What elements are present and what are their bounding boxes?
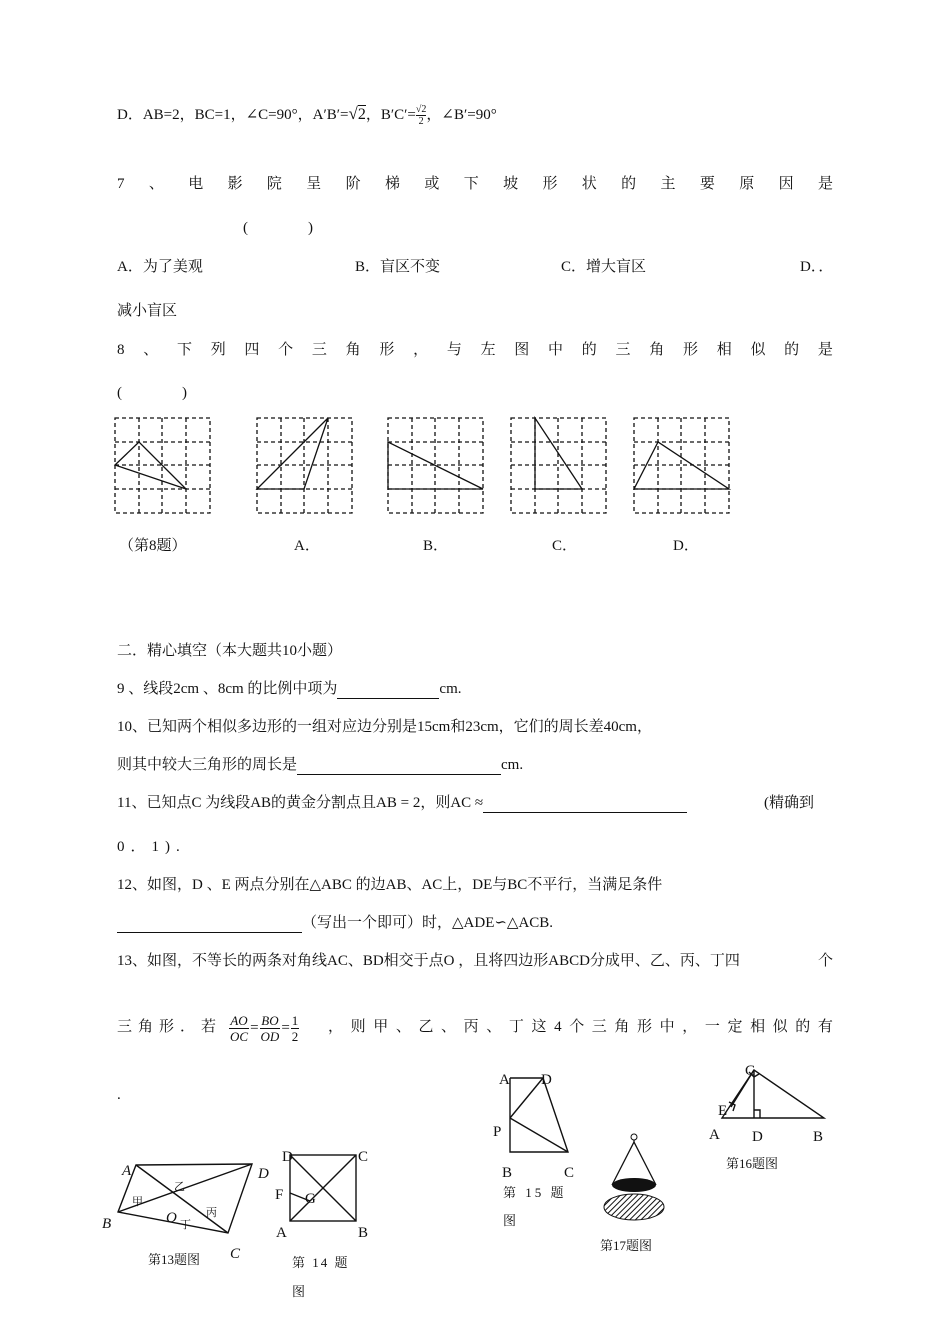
fig13-caption: 第13题图 xyxy=(148,1252,201,1267)
fig16-label-a: A xyxy=(709,1127,720,1143)
fig16-label-c: C xyxy=(745,1063,756,1079)
q6-option-d xyxy=(117,104,497,127)
stem-char: 角 xyxy=(614,1019,630,1035)
stem-char: 、 xyxy=(148,176,164,192)
stem-char: 左 xyxy=(480,342,496,358)
q13-frac-half: $\frac{1}{2}$ xyxy=(291,1013,299,1045)
stem-char: 要 xyxy=(699,176,715,192)
stem-char: 个 xyxy=(278,342,294,358)
q8-caption-a[interactable]: A． xyxy=(294,538,320,554)
fig15-label-p: P xyxy=(493,1124,502,1140)
stem-char: 梯 xyxy=(385,176,401,192)
fig13-label-bing: 丙 xyxy=(206,1207,217,1219)
stem-char: 状 xyxy=(581,176,597,192)
stem-char: 形 xyxy=(379,342,395,358)
fig13-label-o: O xyxy=(166,1210,177,1226)
figure-16 xyxy=(700,1060,835,1150)
q9-unit: cm. xyxy=(439,681,462,697)
stem-char: 、 xyxy=(395,1019,411,1035)
q12-line1: 12、如图，D 、E 两点分别在△ABC 的边AB、AC上，DE与BC不平行，当满足条件 xyxy=(117,877,663,893)
fig14-label-d: D xyxy=(282,1149,293,1165)
q10-line2 xyxy=(117,755,523,775)
fig17-light-source xyxy=(631,1134,637,1140)
stem-char: 下 xyxy=(176,342,192,358)
fig15-label-d: D xyxy=(541,1072,552,1088)
q8-grid-a xyxy=(256,417,354,515)
q8-grid-original xyxy=(114,417,212,515)
stem-char: 的 xyxy=(621,176,637,192)
stem-char: 因 xyxy=(778,176,794,192)
q7-option-d[interactable]: D．． xyxy=(800,259,834,275)
q8-grid-c xyxy=(510,417,608,515)
q6d-text1: D．AB=2，BC=1，∠C=90°，A′B′= xyxy=(117,107,349,123)
q11-answer-blank[interactable] xyxy=(483,796,687,813)
q12-line2 xyxy=(117,913,553,933)
stem-char: 相 xyxy=(716,342,732,358)
stem-char: 4 xyxy=(554,1019,562,1035)
stem-char: 丁 xyxy=(508,1019,524,1035)
stem-char: 的 xyxy=(795,1019,811,1035)
fig14-label-f: F xyxy=(275,1187,284,1203)
q13-line1: 13、如图，不等长的两条对角线AC、BD相交于点O ，且将四边形ABCD分成甲、乙、丙、丁四 xyxy=(117,953,740,969)
q11-line2: 0．1). xyxy=(117,839,186,855)
q13-line2-start: 三角形．若 xyxy=(117,1019,223,1035)
stem-char: 似 xyxy=(772,1019,788,1035)
stem-char: 三 xyxy=(591,1019,607,1035)
fig17-shadow xyxy=(604,1194,664,1220)
stem-char: ， xyxy=(413,342,429,358)
stem-char: 三 xyxy=(615,342,631,358)
sqrt-symbol: √ xyxy=(348,104,358,123)
stem-char: 一 xyxy=(704,1019,720,1035)
stem-char: 电 xyxy=(188,176,204,192)
stem-char: 的 xyxy=(784,342,800,358)
fig13-label-yi: 乙 xyxy=(174,1181,185,1193)
fig15-label-b: B xyxy=(502,1165,513,1181)
q13-frac-ao-oc: $\frac{AO}{OC}$ xyxy=(230,1013,249,1045)
q8-grid-b xyxy=(387,417,485,515)
stem-char: 中 xyxy=(548,342,564,358)
stem-char: 中 xyxy=(659,1019,675,1035)
stem-char: ， xyxy=(682,1019,698,1035)
stem-char: 或 xyxy=(424,176,440,192)
section2-title: 二．精心填空（本大题共10小题） xyxy=(117,643,343,659)
stem-char: 、 xyxy=(143,342,159,358)
fig17-caption: 第17题图 xyxy=(600,1238,653,1253)
figure-14 xyxy=(270,1145,380,1245)
q11-line1 xyxy=(117,793,687,813)
stem-char: 下 xyxy=(463,176,479,192)
q8-caption-b[interactable]: B． xyxy=(423,538,449,554)
fig16-label-d: D xyxy=(752,1129,763,1145)
fig14-label-c: C xyxy=(358,1149,369,1165)
q8-grid-d xyxy=(633,417,731,515)
q8-caption-d[interactable]: D． xyxy=(673,538,699,554)
stem-char: 乙 xyxy=(418,1019,434,1035)
q8-stem xyxy=(117,340,833,360)
q9 xyxy=(117,679,461,699)
q7-paren: ( ) xyxy=(243,220,313,236)
stem-char: 这 xyxy=(531,1019,547,1035)
q6d-fraction: $\frac{√2}{2}$ xyxy=(415,104,427,128)
stem-char: 是 xyxy=(817,342,833,358)
q13-fractions: $\frac{AO}{OC}$ = $\frac{BO}{OD}$ = $\frac{1}{2}$ xyxy=(230,1013,299,1045)
fig13-label-b: B xyxy=(102,1216,112,1232)
stem-char: 形 xyxy=(637,1019,653,1035)
stem-char: 呈 xyxy=(306,176,322,192)
stem-char: 丙 xyxy=(463,1019,479,1035)
fig16-caption: 第16题图 xyxy=(726,1156,779,1171)
figure-17 xyxy=(598,1132,678,1232)
fig15-caption-line2: 图 xyxy=(503,1213,517,1228)
q6d-text2: ，B′C′= xyxy=(365,107,416,123)
q11-text: 11、已知点C 为线段AB的黄金分割点且AB = 2，则AC ≈ xyxy=(117,795,484,811)
q10-answer-blank[interactable] xyxy=(297,758,501,775)
stem-char: 主 xyxy=(660,176,676,192)
stem-char: 原 xyxy=(739,176,755,192)
q9-text: 9 、线段2cm 、8cm 的比例中项为 xyxy=(117,681,338,697)
q10-text: 则其中较大三角形的周长是 xyxy=(117,757,298,773)
stem-char: 、 xyxy=(441,1019,457,1035)
stem-char: 图 xyxy=(514,342,530,358)
fig17-disc xyxy=(612,1178,656,1192)
fig13-label-ding: 丁 xyxy=(180,1219,191,1231)
q6d-sqrt-value: 2 xyxy=(357,106,366,123)
figure-15 xyxy=(488,1068,588,1183)
figure-13 xyxy=(100,1150,280,1265)
fig13-label-a: A xyxy=(122,1163,132,1179)
fig13-label-jia: 甲 xyxy=(132,1196,143,1208)
q11-tail: (精确到 xyxy=(764,795,814,811)
q7-option-d-text: 减小盲区 xyxy=(117,303,178,319)
stem-char: 四 xyxy=(244,342,260,358)
fig15-caption-line1: 第 15 题 xyxy=(503,1185,567,1200)
stem-char: 形 xyxy=(542,176,558,192)
stem-char: 阶 xyxy=(345,176,361,192)
stem-char: 列 xyxy=(210,342,226,358)
stem-char: 的 xyxy=(581,342,597,358)
q13-line1-end: 个 xyxy=(818,953,834,969)
fig14-label-g: G xyxy=(305,1191,316,1207)
stem-char: 坡 xyxy=(503,176,519,192)
fig13-label-c: C xyxy=(230,1246,241,1262)
q9-answer-blank[interactable] xyxy=(337,682,439,699)
q7-option-c[interactable]: C．增大盲区 xyxy=(561,259,647,275)
fig14-label-a: A xyxy=(276,1225,287,1241)
stem-char: 形 xyxy=(682,342,698,358)
q10-line1: 10、已知两个相似多边形的一组对应边分别是15cm和23cm，它们的周长差40cm， xyxy=(117,719,652,735)
q7-option-a[interactable]: A．为了美观 xyxy=(117,259,203,275)
stem-char: 院 xyxy=(266,176,282,192)
fig15-label-c: C xyxy=(564,1165,575,1181)
q7-option-b[interactable]: B．盲区不变 xyxy=(355,259,441,275)
q8-caption-c[interactable]: C． xyxy=(552,538,578,554)
stem-char: 个 xyxy=(569,1019,585,1035)
fig16-label-b: B xyxy=(813,1129,824,1145)
q6d-text3: ，∠B′=90° xyxy=(426,107,497,123)
stem-char: 角 xyxy=(345,342,361,358)
stem-char: 相 xyxy=(750,1019,766,1035)
fig14-label-b: B xyxy=(358,1225,369,1241)
stem-char: 影 xyxy=(227,176,243,192)
q8-paren: ( ) xyxy=(117,385,187,401)
fig14-caption-line1: 第 14 题 xyxy=(292,1255,350,1270)
q12-text: （写出一个即可）时，△ADE∽△ACB. xyxy=(302,915,554,931)
stem-char: 有 xyxy=(817,1019,833,1035)
stem-char: ， xyxy=(328,1019,344,1035)
stem-char: 7 xyxy=(117,176,125,192)
fig13-label-d: D xyxy=(258,1166,269,1182)
fig16-label-e: E xyxy=(718,1103,728,1119)
fig14-caption-line2: 图 xyxy=(292,1284,306,1299)
stem-char: 定 xyxy=(727,1019,743,1035)
q7-stem xyxy=(117,174,833,194)
stem-char: 则 xyxy=(350,1019,366,1035)
stem-char: 角 xyxy=(649,342,665,358)
stem-char: 似 xyxy=(750,342,766,358)
stem-char: 、 xyxy=(486,1019,502,1035)
stem-char: 8 xyxy=(117,342,125,358)
q8-caption-original: （第8题） xyxy=(119,538,187,554)
q13-frac-bo-od: $\frac{BO}{OD}$ xyxy=(260,1013,280,1045)
q12-answer-blank[interactable] xyxy=(117,916,302,933)
stem-char: 三 xyxy=(311,342,327,358)
stem-char: 甲 xyxy=(373,1019,389,1035)
q13-line3: . xyxy=(117,1087,121,1103)
stem-char: 是 xyxy=(817,176,833,192)
q13-line2-end xyxy=(328,1017,833,1037)
stem-char: 与 xyxy=(446,342,462,358)
q10-unit: cm. xyxy=(501,757,524,773)
fig15-label-a: A xyxy=(499,1072,510,1088)
